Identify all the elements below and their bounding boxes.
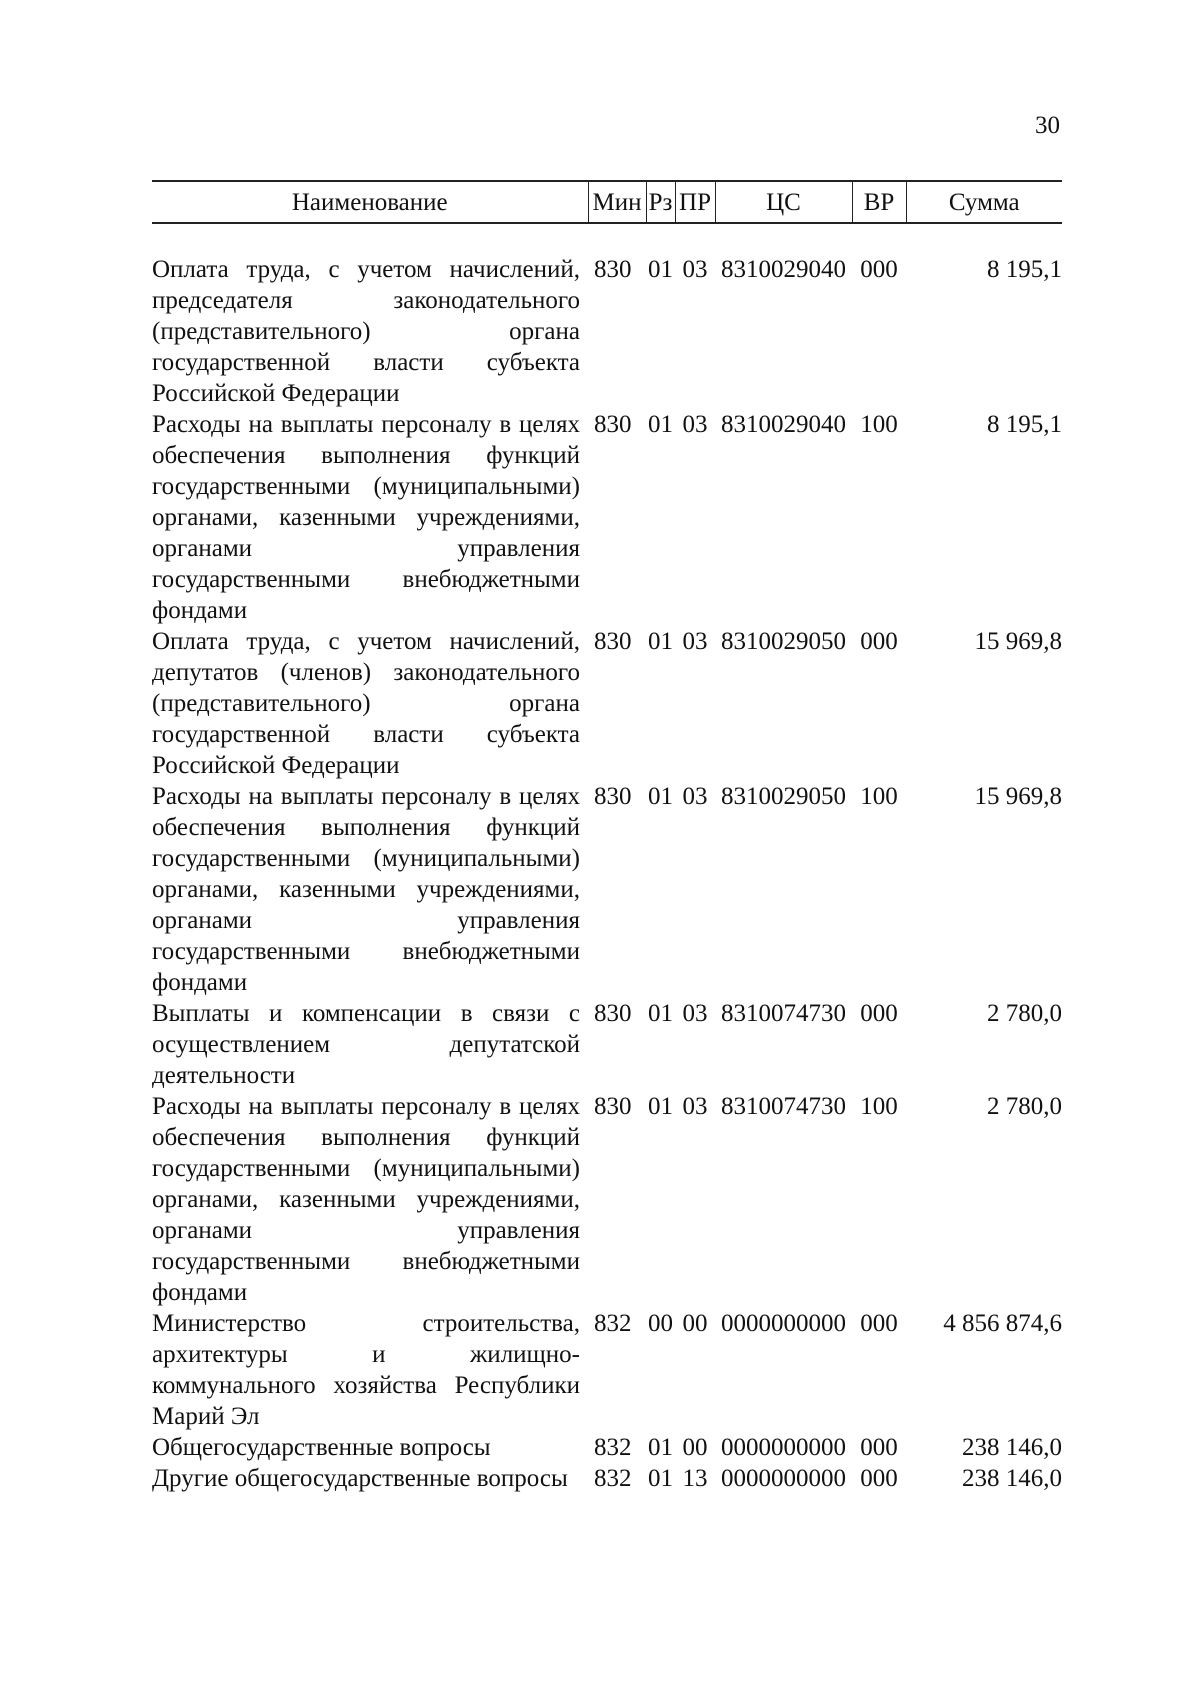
row-min: 832: [594, 1434, 632, 1461]
row-name: Выплаты и компенсации в связи с осуществлением депутатской деятельности: [152, 1000, 580, 1089]
row-min: 830: [594, 411, 632, 438]
row-pr: 03: [682, 411, 708, 438]
row-name: Расходы на выплаты персоналу в целях обеспечения выполнения функций государственными (муниципальными) органами, казенными учреждениями, органами управления государственными внебюджетными фондами: [152, 783, 580, 996]
row-vr: 100: [860, 411, 898, 438]
row-pr: 13: [682, 1465, 708, 1492]
row-sum: 238 146,0: [962, 1434, 1062, 1461]
row-rz: 01: [648, 783, 673, 810]
table-row: [152, 998, 1062, 1091]
header-rz: Рз: [646, 181, 675, 223]
row-min: 830: [594, 256, 632, 283]
row-rz: 01: [648, 1465, 673, 1492]
row-cs: 8310029040: [721, 411, 846, 438]
table-body: [152, 223, 1062, 1494]
row-pr: 00: [682, 1434, 708, 1461]
row-cs: 8310029050: [721, 628, 846, 655]
row-cs: 0000000000: [721, 1434, 846, 1461]
row-pr: 03: [682, 1000, 708, 1027]
row-min: 830: [594, 1093, 632, 1120]
table-row: [152, 626, 1062, 781]
row-name: Общегосударственные вопросы: [152, 1434, 491, 1461]
row-sum: 4 856 874,6: [943, 1310, 1062, 1337]
row-cs: 8310029040: [721, 256, 846, 283]
row-min: 830: [594, 1000, 632, 1027]
row-rz: 01: [648, 256, 673, 283]
row-pr: 03: [682, 628, 708, 655]
row-rz: 00: [648, 1310, 673, 1337]
row-sum: 2 780,0: [987, 1093, 1062, 1120]
row-cs: 0000000000: [721, 1310, 846, 1337]
row-pr: 00: [682, 1310, 708, 1337]
row-cs: 0000000000: [721, 1465, 846, 1492]
table-row: [152, 1091, 1062, 1308]
row-name: Расходы на выплаты персоналу в целях обеспечения выполнения функций государственными (муниципальными) органами, казенными учреждениями, органами управления государственными внебюджетными фондами: [152, 411, 580, 624]
row-sum: 2 780,0: [987, 1000, 1062, 1027]
row-vr: 000: [860, 256, 898, 283]
row-pr: 03: [682, 256, 708, 283]
row-vr: 000: [860, 1000, 898, 1027]
row-rz: 01: [648, 1093, 673, 1120]
row-name: Оплата труда, с учетом начислений, депутатов (членов) законодательного (представительного) органа государственной власти субъекта Российской Федерации: [152, 628, 580, 779]
header-min: Мин: [588, 181, 646, 223]
header-cs: ЦС: [715, 181, 852, 223]
table-row: [152, 1463, 1062, 1494]
row-min: 832: [594, 1465, 632, 1492]
table-header: [152, 181, 1062, 223]
row-sum: 8 195,1: [987, 256, 1062, 283]
header-sum: Сумма: [906, 181, 1062, 223]
row-vr: 000: [860, 628, 898, 655]
header-pr: ПР: [675, 181, 715, 223]
table-row: [152, 1308, 1062, 1432]
header-name: Наименование: [152, 181, 588, 223]
row-vr: 100: [860, 783, 898, 810]
row-vr: 000: [860, 1434, 898, 1461]
header-vr: ВР: [852, 181, 906, 223]
row-sum: 15 969,8: [974, 783, 1062, 810]
page-number: 30: [1035, 112, 1060, 139]
row-rz: 01: [648, 628, 673, 655]
table-row: [152, 409, 1062, 626]
row-cs: 8310029050: [721, 783, 846, 810]
row-rz: 01: [648, 411, 673, 438]
row-rz: 01: [648, 1434, 673, 1461]
row-vr: 000: [860, 1310, 898, 1337]
row-sum: 15 969,8: [974, 628, 1062, 655]
table-row: [152, 254, 1062, 409]
row-rz: 01: [648, 1000, 673, 1027]
row-name: Другие общегосударственные вопросы: [152, 1465, 568, 1492]
table-row: [152, 781, 1062, 998]
header-spacer: [152, 223, 1062, 254]
row-min: 832: [594, 1310, 632, 1337]
table-row: [152, 1432, 1062, 1463]
row-vr: 100: [860, 1093, 898, 1120]
budget-table: [152, 180, 1062, 1494]
row-min: 830: [594, 783, 632, 810]
row-name: Министерство строительства, архитектуры и жилищно-коммунального хозяйства Республики Марий Эл: [152, 1310, 580, 1430]
row-sum: 8 195,1: [987, 411, 1062, 438]
row-vr: 000: [860, 1465, 898, 1492]
row-cs: 8310074730: [721, 1093, 846, 1120]
row-name: Оплата труда, с учетом начислений, председателя законодательного (представительного) органа государственной власти субъекта Российской Федерации: [152, 256, 580, 407]
row-name: Расходы на выплаты персоналу в целях обеспечения выполнения функций государственными (муниципальными) органами, казенными учреждениями, органами управления государственными внебюджетными фондами: [152, 1093, 580, 1306]
row-min: 830: [594, 628, 632, 655]
row-sum: 238 146,0: [962, 1465, 1062, 1492]
row-cs: 8310074730: [721, 1000, 846, 1027]
row-pr: 03: [682, 1093, 708, 1120]
row-pr: 03: [682, 783, 708, 810]
